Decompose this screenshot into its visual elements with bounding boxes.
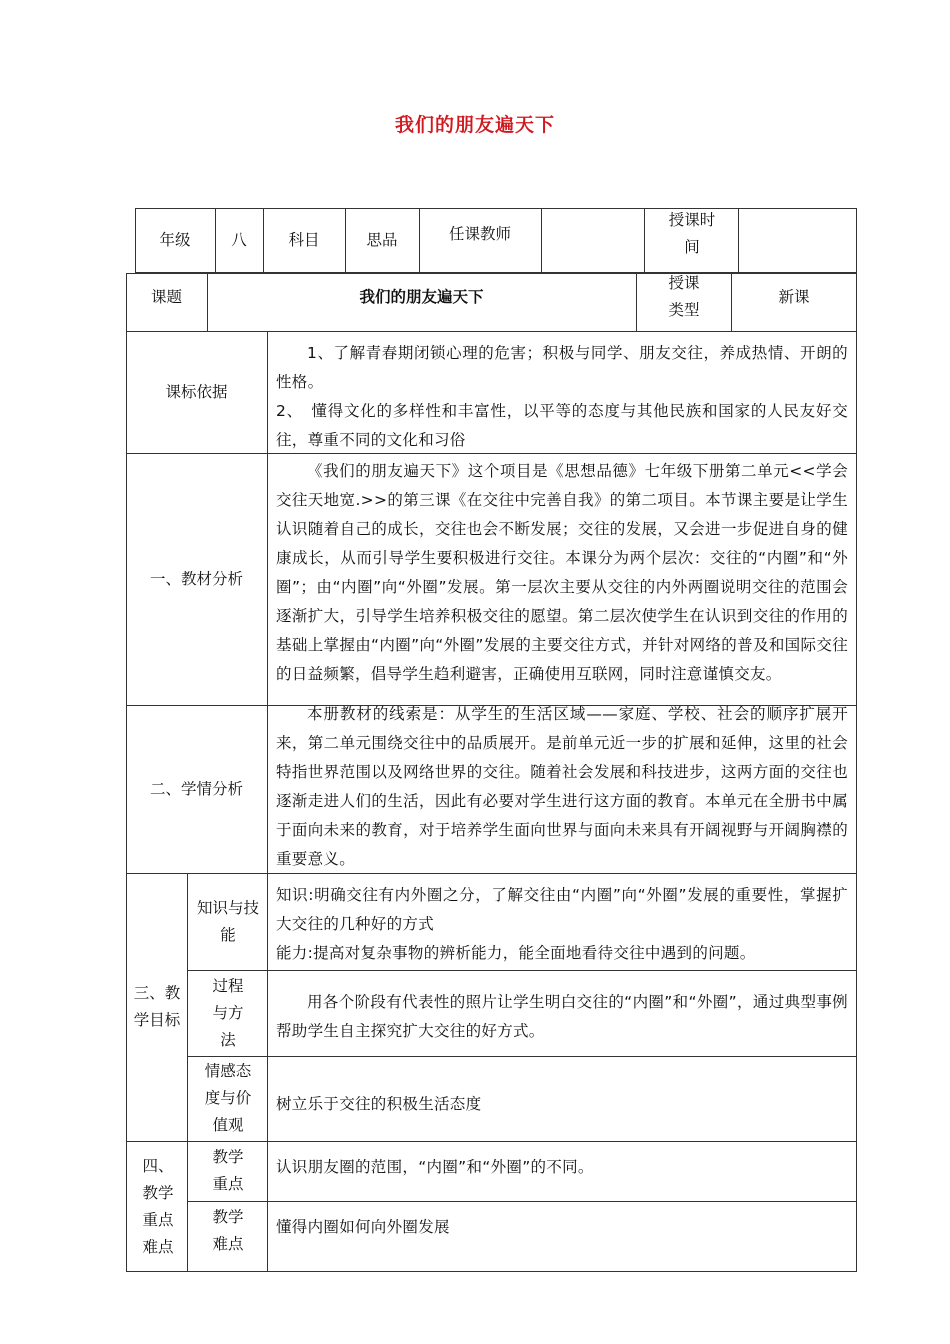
material-label: 一、教材分析 — [149, 569, 243, 588]
students-text: 本册教材的线索是：从学生的生活区域——家庭、学校、社会的顺序扩展开来，第二单元围绕交往中的品质展开。是前单元近一步的扩展和延伸，这里的社会特指世界范围以及网络世界的交往。随着社会发展和科技进步，这两方面的交往也逐渐走进人们的生活，因此有必要对学生进行这方面的教育。本单元在全册书中属于面向未来的教育，对于培养学生面向世界与面向未来具有开阔视野与开阔胸襟的重要意义。 — [276, 705, 848, 868]
subject-label: 科目 — [288, 231, 320, 249]
key-point-label: 教学重点 — [212, 1148, 244, 1193]
type-label: 授课类型 — [668, 274, 700, 319]
document-title: 我们的朋友遍天下 — [394, 114, 555, 136]
emotion-label: 情感态度与价值观 — [204, 1062, 252, 1134]
difficult-point-text: 懂得内圈如何向外圈发展 — [276, 1218, 450, 1236]
curriculum-line-2: 2、 懂得文化的多样性和丰富性，以平等的态度与其他民族和国家的人民友好交往，尊重不同的文化和习俗 — [276, 402, 848, 449]
emotion-text: 树立乐于交往的积极生活态度 — [276, 1095, 482, 1113]
knowledge-text: 知识:明确交往有内外圈之分，了解交往由“内圈”向“外圈”发展的重要性，掌握扩大交往的几种好的方式 — [276, 886, 848, 933]
teacher-label: 任课教师 — [448, 224, 511, 243]
time-label: 授课时间 — [668, 211, 716, 256]
ability-text: 能力:提高对复杂事物的辨析能力，能全面地看待交往中遇到的问题。 — [276, 944, 756, 962]
objectives-label: 三、教学目标 — [133, 984, 181, 1029]
time-value — [738, 208, 857, 273]
key-point-text: 认识朋友圈的范围，“内圈”和“外圈”的不同。 — [276, 1158, 594, 1176]
curriculum-line-1: 1、了解青春期闭锁心理的危害；积极与同学、朋友交往，养成热情、开朗的性格。 — [276, 344, 848, 391]
topic-value: 我们的朋友遍天下 — [359, 287, 484, 306]
topic-label: 课题 — [150, 287, 182, 306]
focus-label: 四、教学重点难点 — [142, 1156, 174, 1256]
process-label: 过程与方法 — [212, 976, 244, 1049]
material-text: 《我们的朋友遍天下》这个项目是《思想品德》七年级下册第二单元<<学会交往天地宽.>>的第三课《在交往中完善自我》的第二项目。本节课主要是让学生认识随着自己的成长，交往也会不断发展；交往的发展，又会进一步促进自身的健康成长，从而引导学生要积极进行交往。本课分为两个层次：交往的“内圈”和“外圈”；由“内圈”向“外圈”发展。第一层次主要从交往的内外两圈说明交往的范围会逐渐扩大，引导学生培养积极交往的愿望。第二层次使学生在认识到交往的作用的基础上掌握由“内圈”向“外圈”发展的主要交往方式，并针对网络的普及和国际交往的日益频繁，倡导学生趋利避害，正确使用互联网，同时注意谨慎交友。 — [276, 462, 848, 683]
students-label: 二、学情分析 — [149, 779, 243, 798]
teacher-value — [541, 208, 644, 273]
knowledge-section — [276, 881, 848, 968]
curriculum-label: 课标依据 — [165, 382, 228, 401]
grade-label: 年级 — [159, 231, 191, 249]
curriculum-text — [276, 339, 848, 455]
type-value: 新课 — [778, 287, 810, 306]
knowledge-label: 知识与技能 — [197, 898, 260, 944]
difficult-point-label: 教学难点 — [212, 1208, 244, 1253]
process-text: 用各个阶段有代表性的照片让学生明白交往的“内圈”和“外圈”，通过典型事例帮助学生自主探究扩大交往的好方式。 — [276, 993, 848, 1040]
subject-value: 思品 — [366, 231, 398, 249]
grade-value: 八 — [231, 231, 247, 249]
